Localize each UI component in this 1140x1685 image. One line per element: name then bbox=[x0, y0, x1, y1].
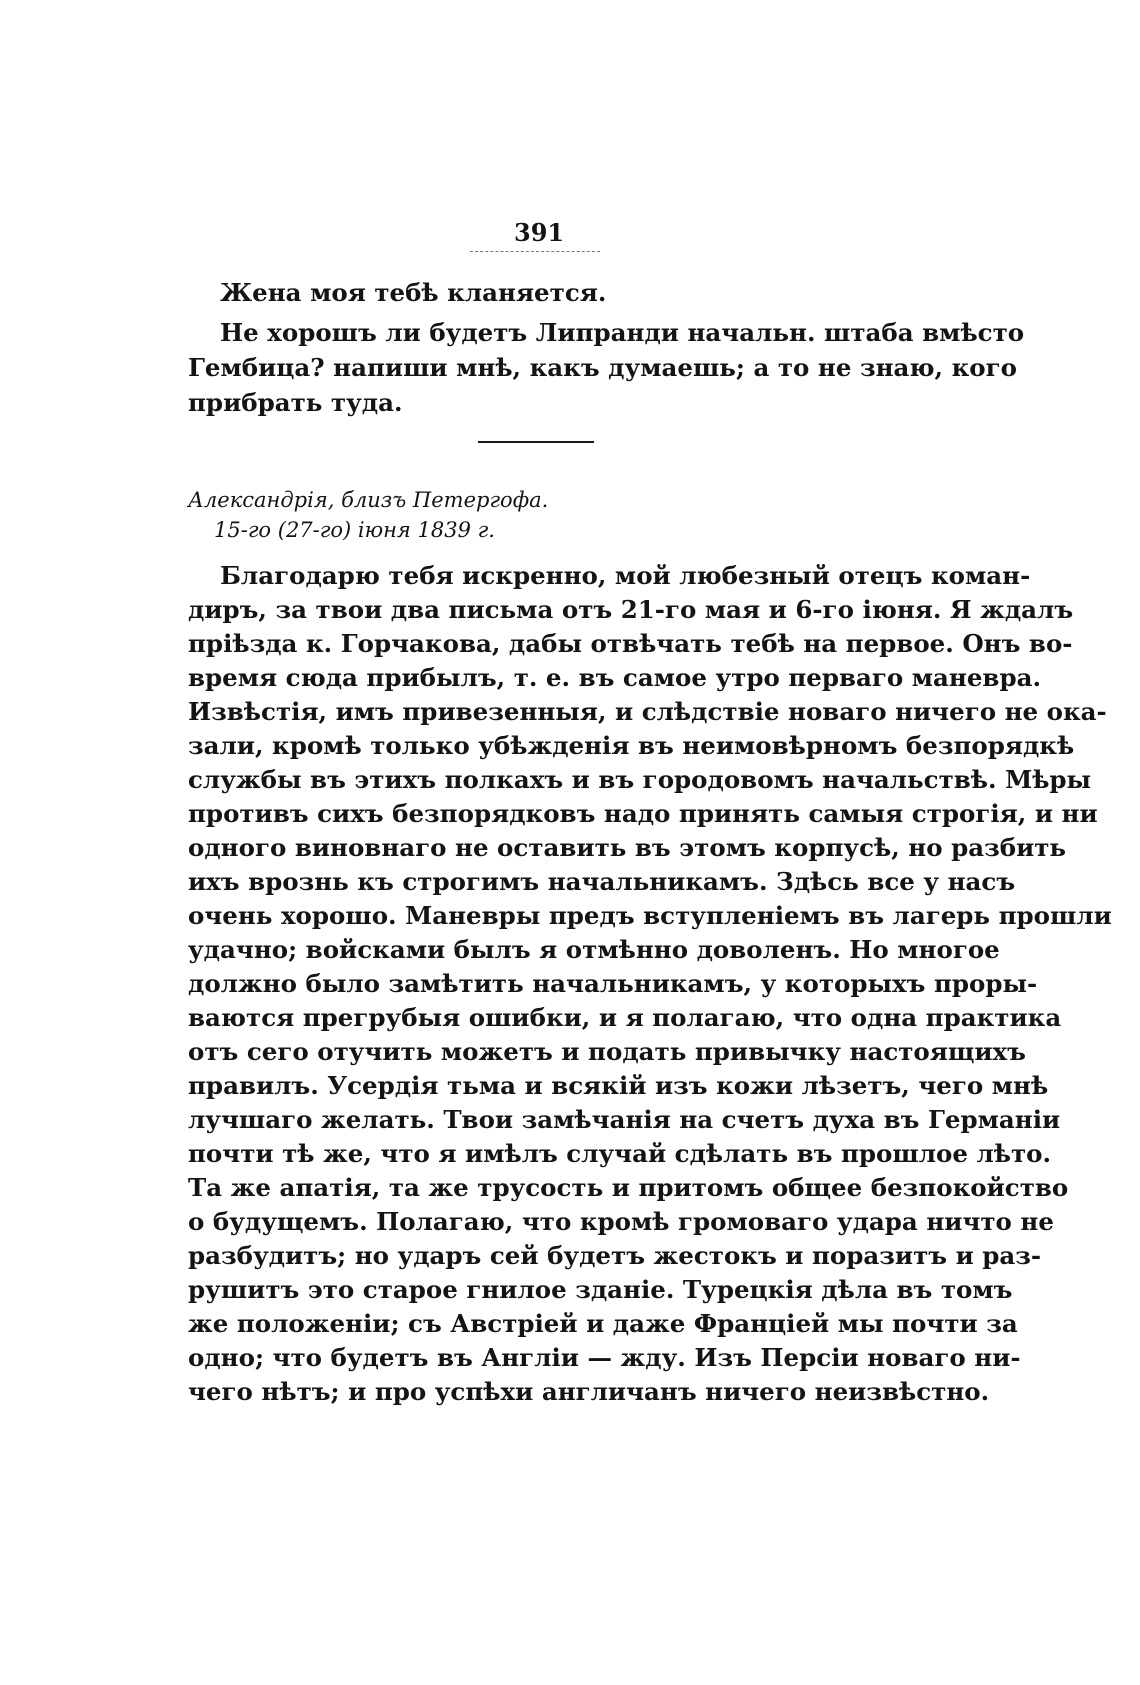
text-line: ихъ врознь къ строгимъ начальникамъ. Здѣсь все у насъ bbox=[188, 867, 1016, 896]
text-line: Благодарю тебя искренно, мой любезный отецъ коман- bbox=[220, 561, 1031, 590]
letter-place: Александрія, близъ Петергофа. bbox=[188, 488, 549, 512]
page-number: 391 bbox=[514, 218, 565, 247]
text-line: лучшаго желать. Твои замѣчанія на счетъ духа въ Германіи bbox=[188, 1105, 1061, 1134]
text-line: очень хорошо. Маневры предъ вступленіемъ въ лагерь прошли bbox=[188, 901, 1112, 930]
section-divider bbox=[478, 441, 594, 443]
text-line: одно; что будетъ въ Англіи — жду. Изъ Персіи новаго ни- bbox=[188, 1343, 1021, 1372]
text-line: отъ сего отучить можетъ и подать привычку настоящихъ bbox=[188, 1037, 1026, 1066]
text-line: диръ, за твои два письма отъ 21-го мая и 6-го іюня. Я ждалъ bbox=[188, 595, 1074, 624]
text-line: рушитъ это старое гнилое зданіе. Турецкія дѣла въ томъ bbox=[188, 1275, 1013, 1304]
text-line: Извѣстія, имъ привезенныя, и слѣдствіе новаго ничего не ока- bbox=[188, 697, 1107, 726]
text-line: разбудитъ; но ударъ сей будетъ жестокъ и поразитъ и раз- bbox=[188, 1241, 1042, 1270]
text-line: пріѣзда к. Горчакова, дабы отвѣчать тебѣ на первое. Онъ во- bbox=[188, 629, 1073, 658]
text-line: Та же апатія, та же трусость и притомъ общее безпокойство bbox=[188, 1173, 1069, 1202]
letter-date: 15-го (27-го) іюня 1839 г. bbox=[214, 518, 495, 542]
text-line: почти тѣ же, что я имѣлъ случай сдѣлать въ прошлое лѣто. bbox=[188, 1139, 1052, 1168]
text-line: службы въ этихъ полкахъ и въ городовомъ начальствѣ. Мѣры bbox=[188, 765, 1092, 794]
text-line: о будущемъ. Полагаю, что кромѣ громоваго удара ничто не bbox=[188, 1207, 1054, 1236]
text-line: ваются прегрубыя ошибки, и я полагаю, что одна практика bbox=[188, 1003, 1062, 1032]
text-line: одного виновнаго не оставить въ этомъ корпусѣ, но разбить bbox=[188, 833, 1067, 862]
text-line: прибрать туда. bbox=[188, 388, 403, 417]
text-line: же положеніи; съ Австріей и даже Франціей мы почти за bbox=[188, 1309, 1018, 1338]
text-line: чего нѣтъ; и про успѣхи англичанъ ничего неизвѣстно. bbox=[188, 1377, 990, 1406]
text-line: противъ сихъ безпорядковъ надо принять самыя строгія, и ни bbox=[188, 799, 1098, 828]
text-line: Гембица? напиши мнѣ, какъ думаешь; а то не знаю, кого bbox=[188, 353, 1017, 382]
text-line: Жена моя тебѣ кланяется. bbox=[220, 278, 607, 307]
text-line: зали, кромѣ только убѣжденія въ неимовѣрномъ безпорядкѣ bbox=[188, 731, 1075, 760]
text-line: удачно; войсками былъ я отмѣнно доволенъ. Но многое bbox=[188, 935, 1000, 964]
page-number-ornament bbox=[470, 251, 600, 256]
text-line: время сюда прибылъ, т. е. въ самое утро перваго маневра. bbox=[188, 663, 1041, 692]
text-line: Не хорошъ ли будетъ Липранди начальн. штаба вмѣсто bbox=[220, 318, 1025, 347]
text-line: правилъ. Усердія тьма и всякій изъ кожи лѣзетъ, чего мнѣ bbox=[188, 1071, 1049, 1100]
text-line: должно было замѣтить начальникамъ, у которыхъ проры- bbox=[188, 969, 1038, 998]
